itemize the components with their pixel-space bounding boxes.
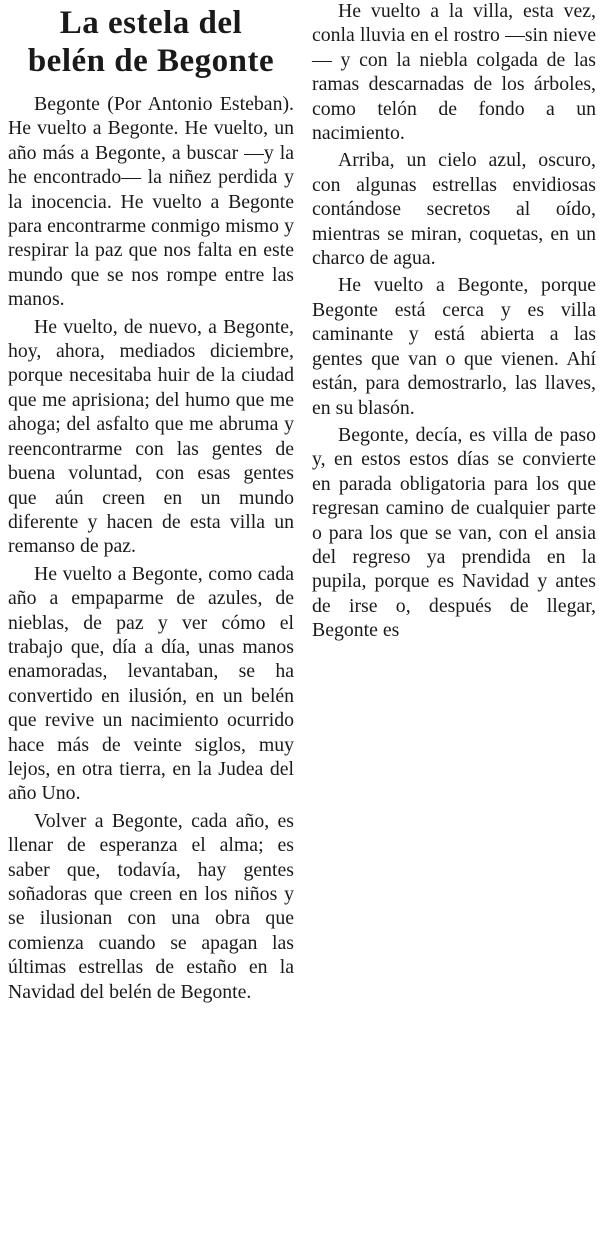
paragraph: He vuelto, de nuevo, a Begonte, hoy, ahora, mediados diciembre, porque necesitaba huir de la ciudad que me aprisiona; del humo que me ahoga; del asfalto que me abruma y reencontrarme con las gentes de buena voluntad, con esas gentes que aún creen en un mundo diferente y hacen de esta villa un remanso de paz. [8, 315, 294, 558]
paragraph: He vuelto a Begonte, como cada año a empaparme de azules, de nieblas, de paz y ver cómo el trabajo que, día a día, unas manos enamoradas, levantaban, se ha convertido en ilusión, en un belén que revive un nacimiento ocurrido hace más de veinte siglos, muy lejos, en otra tierra, en la Judea del año Uno. [8, 562, 294, 805]
paragraph: He vuelto a Begonte, porque Begonte está cerca y es villa caminante y está abierta a las gentes que van o que vienen. Ahí están, para demostrarlo, las llaves, en su blasón. [312, 274, 596, 419]
left-column-body [8, 92, 294, 1004]
paragraph: Begonte, decía, es villa de paso y, en estos estos días se convierte en parada obligatoria para los que regresan camino de cualquier parte o para los que se van, con el ansia del regreso ya prendida en la pupila, porque es Navidad y antes de irse o, después de llegar, Begonte es [312, 423, 596, 642]
paragraph: He vuelto a la villa, esta vez, conla lluvia en el rostro —sin nieve— y con la niebla colgada de las ramas descarnadas de los árboles, como telón de fondo a un nacimiento. [312, 0, 596, 145]
headline-line-2: belén de Begonte [27, 43, 275, 79]
article-headline [8, 4, 294, 80]
right-column-body [312, 0, 596, 643]
right-column [312, 0, 596, 646]
paragraph: Volver a Begonte, cada año, es llenar de esperanza el alma; es saber que, todavía, hay gentes soñadoras que creen en los niños y se ilusionan con una obra que comienza cuando se apagan las últimas estrellas de estaño en la Navidad del belén de Begonte. [8, 809, 294, 1003]
headline-line-1: La estela del [59, 5, 243, 41]
paragraph: Begonte (Por Antonio Esteban). He vuelto a Begonte. He vuelto, un año más a Begonte, a buscar —y la he encontrado— la niñez perdida y la inocencia. He vuelto a Begonte para encontrarme conmigo mismo y respirar la paz que nos falta en este mundo que se nos rompe entre las manos. [8, 93, 294, 311]
paragraph: Arriba, un cielo azul, oscuro, con algunas estrellas envidiosas contándose secretos al oído, mientras se miran, coquetas, en un charco de agua. [312, 149, 596, 270]
left-column [8, 0, 294, 1007]
